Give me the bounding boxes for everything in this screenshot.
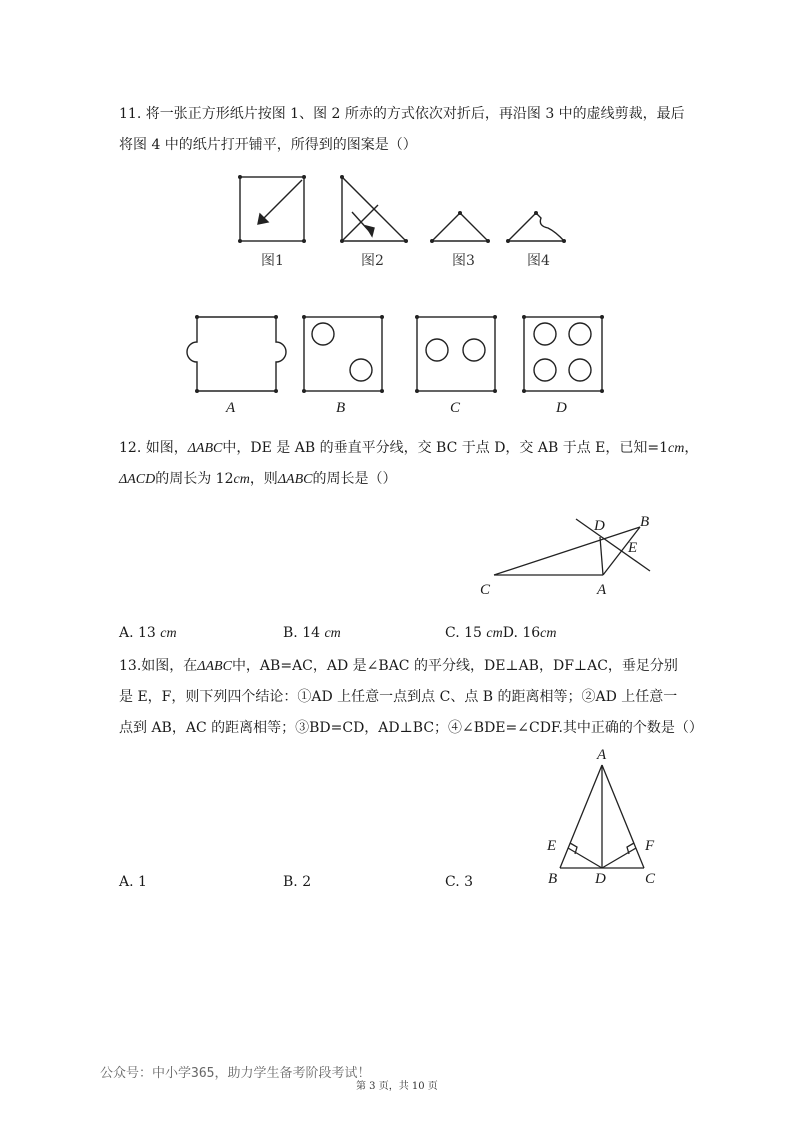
footer-watermark: 公众号：中小学365，助力学生备考阶段考试！ [100,1066,371,1081]
q12-l1-b: 中，DE 是 AB 的垂直平分线，交 BC 于点 D，交 AB 于点 E，已知=1 [222,440,669,456]
q11-line1: 11. 将一张正方形纸片按图 1、图 2 所赤的方式依次对折后，再沿图 3 中的虚线剪裁，最后 [119,106,685,122]
q12-l2-c: 的周长是（） [312,471,397,487]
q13-answer-a: A. 1 [119,874,147,890]
q13-line3: 点到 AB，AC 的距离相等；③BD=CD，AD⊥BC；④∠BDE=∠CDF.其中正确的个数是（） [119,720,703,736]
fig4-caption: 图4 [527,253,550,269]
q13-l1-a: 13.如图，在 [119,658,198,674]
page-number: 第 3 页，共 10 页 [356,1081,438,1092]
q13-right-angle-f [627,843,634,854]
q13-label-b: B [548,871,558,887]
q12-answer-d-text: D. 16 [502,625,541,641]
option-d-label: D [556,400,567,416]
option-c-label: C [450,400,461,416]
option-b-label: B [336,400,346,416]
fig1-caption: 图1 [261,253,284,269]
q12-l2-b: ，则 [249,471,278,487]
fig3-caption: 图3 [452,253,475,269]
q13-label-f: F [645,838,655,854]
q13-side-ac [602,765,644,868]
q12-label-e: E [628,540,638,556]
q13-segment-de [568,848,602,868]
q12-answer-a-unit: cm [160,626,177,641]
q11-line2: 将图 4 中的纸片打开铺平，所得到的图案是（） [119,137,417,153]
q12-answer-b-text: B. 14 [283,625,325,641]
q12-l2-unit: cm [233,472,250,487]
q12-label-b: B [640,514,650,530]
q13-label-a: A [597,747,607,763]
q12-l1-a: 12. 如图， [119,440,188,456]
q12-l1-tri: ΔABC [187,441,223,456]
q13-label-d: D [595,871,606,887]
q12-l2-tri: ΔACD [119,472,156,487]
q12-answer-b-unit: cm [324,626,341,641]
q12-label-a: A [597,582,607,598]
q13-label-c: C [645,871,656,887]
q13-label-e: E [547,838,557,854]
q12-l1-end: ， [684,440,699,456]
q12-l2-tri2: ΔABC [277,472,313,487]
q12-answer-d-unit: cm [540,626,557,641]
q13-l1-tri: ΔABC [197,659,232,674]
q13-l1-b: 中，AB=AC，AD 是∠BAC 的平分线，DE⊥AB，DF⊥AC，垂足分别 [231,658,678,674]
q13-answer-c: C. 3 [445,874,474,890]
q13-answer-b: B. 2 [283,874,312,890]
q12-label-d: D [594,518,605,534]
option-a-label: A [226,400,236,416]
q12-answer-c-unit: cm [486,626,503,641]
q12-answer-c-text: C. 15 [445,625,487,641]
q13-line2: 是 E，F，则下列四个结论：①AD 上任意一点到点 C、点 B 的距离相等；②AD 上任意一 [119,689,678,705]
q12-label-c: C [480,582,491,598]
q12-l2-a: 的周长为 12 [155,471,234,487]
q13-segment-df [602,848,636,868]
q12-l1-unit: cm [668,441,685,456]
fig2-caption: 图2 [361,253,384,269]
q13-side-ab [560,765,602,868]
q13-right-angle-e [570,843,577,854]
q12-answer-a-text: A. 13 [119,625,161,641]
